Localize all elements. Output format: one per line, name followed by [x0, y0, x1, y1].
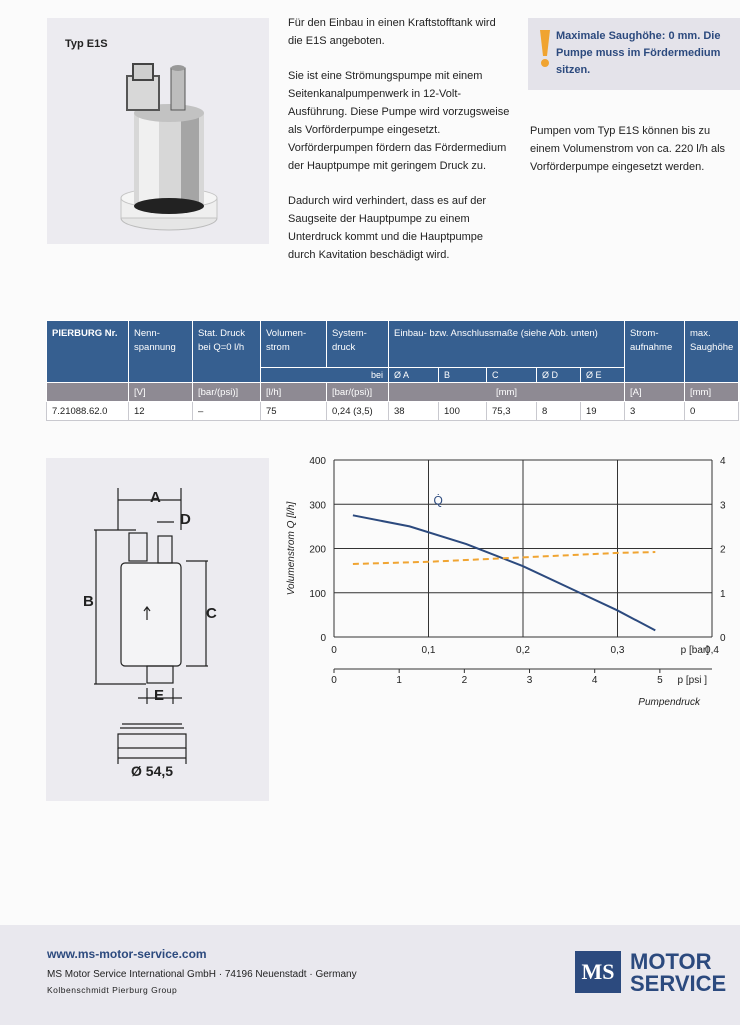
x-bar-tick: 0,1: [421, 645, 436, 656]
spec-table: [46, 320, 739, 421]
warning-text: Maximale Saughöhe: 0 mm. Die Pumpe muss im Fördermedium sitzen.: [556, 30, 721, 76]
col-pierburg-nr: PIERBURG Nr.: [47, 321, 129, 383]
table-header-row: [47, 321, 739, 368]
cell-c: 75,3: [487, 402, 537, 421]
x-psi-tick: 4: [591, 675, 598, 686]
pump-curve-svg: [280, 450, 740, 715]
footer-group: Kolbenschmidt Pierburg Group: [47, 985, 178, 995]
unit-a: [A]: [625, 383, 685, 402]
dim-label-a: A: [150, 489, 161, 506]
x-psi-tick: 0: [331, 675, 337, 686]
description-paragraph-1: Für den Einbau in einen Kraftstofftank wird die E1S angeboten.: [288, 17, 496, 47]
sub-e: Ø E: [581, 368, 625, 383]
unit-mm-2: [mm]: [685, 383, 739, 402]
footer-address: MS Motor Service International GmbH · 74196 Neuenstadt · Germany: [47, 969, 357, 980]
logo-line-2: SERVICE: [630, 971, 727, 996]
y-left-tick: 400: [309, 456, 326, 467]
x-psi-tick: 2: [461, 675, 468, 686]
logo-text: [630, 951, 726, 995]
dimension-drawing-panel: [46, 458, 269, 801]
logo-line-1: MOTOR: [630, 949, 712, 974]
unit-bar: [bar/(psi)]: [193, 383, 261, 402]
cell-current: 3: [625, 402, 685, 421]
description-paragraph-2: Sie ist eine Strömungspumpe mit einem Seitenkanalpumpenwerk in 12-Volt-Ausführung. Diese Pumpe wird vorzugsweise als Vorförderpumpe eingesetzt. Vorförderpumpen fördern das Fördermedium der Hauptpumpe mit geringem Druck zu.: [288, 70, 510, 172]
unit-bar-2: [bar/(psi)]: [327, 383, 389, 402]
table-row: [47, 402, 739, 421]
unit-lh: [l/h]: [261, 383, 327, 402]
footer: [0, 925, 740, 1025]
product-label: Typ E1S: [65, 38, 108, 50]
cell-e: 19: [581, 402, 625, 421]
dim-label-d: D: [180, 511, 191, 528]
cell-suction: 0: [685, 402, 739, 421]
cell-a: 38: [389, 402, 439, 421]
col-systemdruck: System-druck: [327, 321, 389, 368]
sub-c: C: [487, 368, 537, 383]
x-title: Pumpendruck: [638, 697, 700, 708]
flow-rate-curve: [353, 515, 655, 630]
sub-b: B: [439, 368, 487, 383]
x-bar-tick: 0: [331, 645, 337, 656]
logo-mark: MS: [581, 959, 615, 984]
y-right-tick: 0: [720, 633, 726, 644]
capacity-note: Pumpen vom Typ E1S können bis zu einem Volumenstrom von ca. 220 l/h als Vorförderpumpe eingesetzt werden.: [530, 125, 726, 173]
col-nennspannung: Nenn-spannung: [129, 321, 193, 383]
x-bar-tick: 0,3: [610, 645, 625, 656]
unit-empty: [47, 383, 129, 402]
current-curve: [353, 552, 655, 564]
y-right-tick: 4: [720, 456, 726, 467]
cell-d: 8: [537, 402, 581, 421]
x-bar-tick: 0,4: [705, 645, 719, 656]
y-left-tick: 300: [309, 500, 326, 512]
col-max-saughoehe: max. Saughöhe: [685, 321, 739, 383]
x-psi-tick: 5: [657, 675, 663, 686]
pump-curve-chart: [280, 450, 740, 715]
unit-v: [V]: [129, 383, 193, 402]
series-label: Q̇: [433, 493, 443, 508]
y-right-tick: 1: [720, 588, 726, 600]
bei-label: bei: [261, 368, 389, 383]
y-right-tick: 3: [720, 500, 726, 512]
cell-system-pressure: 0,24 (3,5): [327, 402, 389, 421]
table-units-row: [47, 383, 739, 402]
product-photo-panel: [47, 18, 269, 244]
exclamation-icon: [538, 30, 552, 68]
col-einbaumasse: Einbau- bzw. Anschlussmaße (siehe Abb. unten): [389, 321, 625, 368]
sub-a: Ø A: [389, 368, 439, 383]
col-stromaufnahme: Strom-aufnahme: [625, 321, 685, 383]
description-text: [288, 14, 513, 281]
dim-label-e: E: [154, 687, 165, 704]
dim-label-c: C: [206, 605, 217, 622]
y-right-tick: 2: [720, 544, 726, 556]
y-left-label: Volumenstrom Q [l/h]: [286, 501, 297, 596]
footer-url[interactable]: www.ms-motor-service.com: [47, 947, 207, 961]
cell-voltage: 12: [129, 402, 193, 421]
description-paragraph-3: Dadurch wird verhindert, dass es auf der Saugseite der Hauptpumpe zu einem Unterdruck kommt und die Hauptpumpe durch Kavitation beschädigt wird.: [288, 195, 487, 261]
x-psi-label: p [psi ]: [677, 675, 707, 686]
y-left-tick: 200: [309, 544, 326, 556]
cell-b: 100: [439, 402, 487, 421]
x-psi-tick: 1: [396, 675, 402, 686]
y-left-tick: 0: [320, 633, 326, 644]
x-bar-tick: 0,2: [516, 645, 530, 656]
ms-logo-icon: [575, 951, 621, 993]
col-stat-druck: Stat. Druck bei Q=0 l/h: [193, 321, 261, 383]
warning-box: [528, 18, 740, 90]
y-left-tick: 100: [309, 588, 326, 600]
sub-d: Ø D: [537, 368, 581, 383]
cell-flow: 75: [261, 402, 327, 421]
dimension-drawing: [46, 458, 269, 801]
col-volumenstrom: Volumen-strom: [261, 321, 327, 368]
unit-mm: [mm]: [389, 383, 625, 402]
pump-photo: [109, 48, 229, 233]
cell-stat-pressure: –: [193, 402, 261, 421]
dim-label-b: B: [83, 593, 94, 610]
x-psi-tick: 3: [526, 675, 533, 686]
x-bar-label: p [bar]: [680, 645, 709, 656]
cell-nr: 7.21088.62.0: [47, 402, 129, 421]
dim-label-diameter: Ø 54,5: [131, 763, 174, 779]
